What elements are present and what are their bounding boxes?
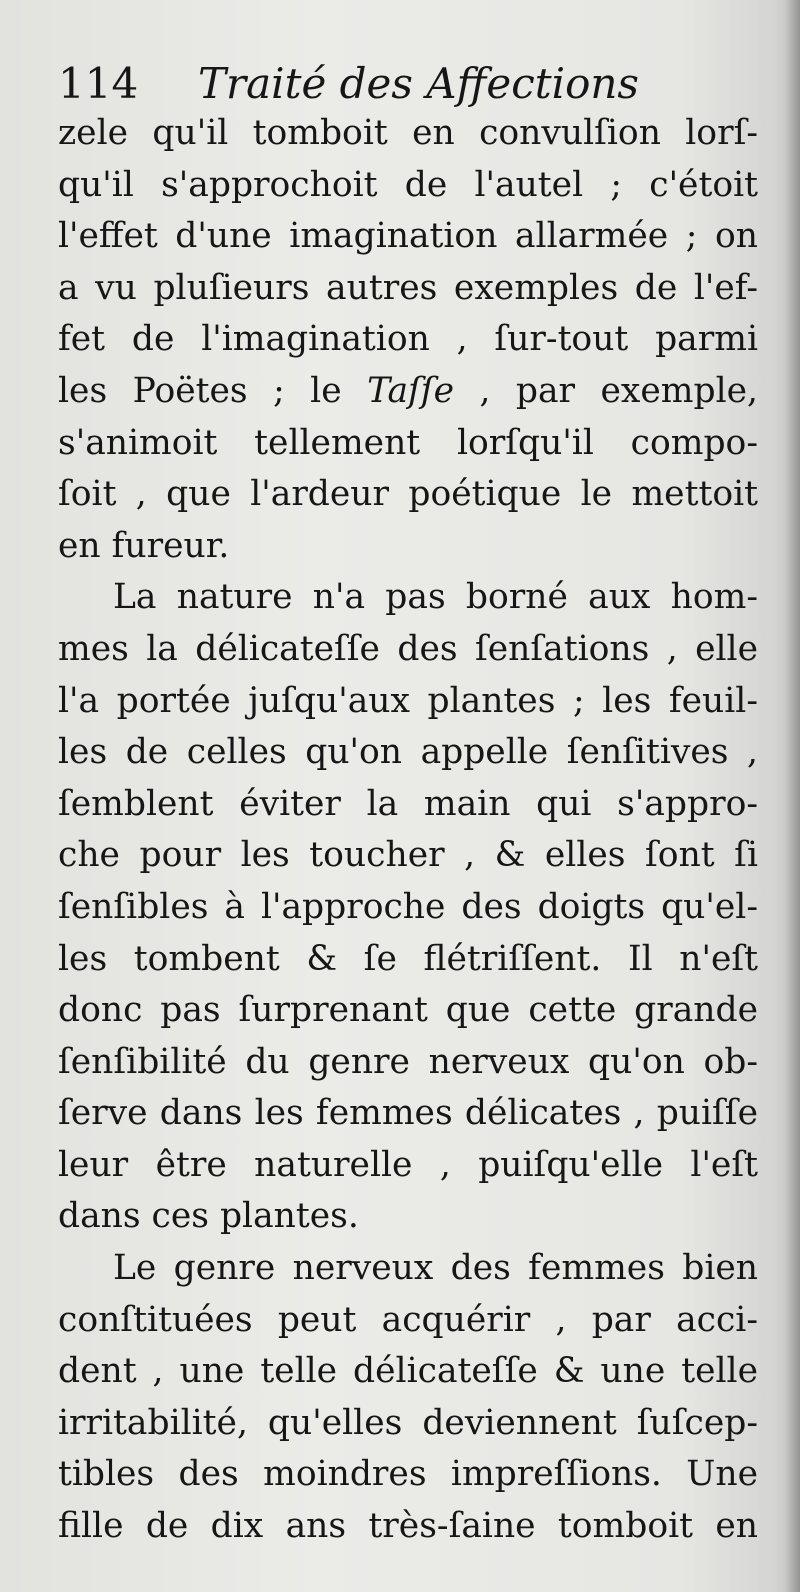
text-line: l'effet d'une imagination allarmée ; on — [58, 216, 758, 257]
text-line: les tombent & ſe flétriſſent. Il n'eſt — [58, 938, 758, 979]
text-line: ſenſibles à l'approche des doigts qu'el- — [58, 886, 758, 927]
text-line: dent , une telle délicateſſe & une telle — [58, 1351, 758, 1392]
text-line: mes la délicateſſe des ſenſations , elle — [58, 628, 758, 669]
text-line: irritabilité, qu'elles deviennent ſuſcep- — [58, 1402, 758, 1443]
text-line: qu'il s'approchoit de l'autel ; c'étoit — [58, 164, 758, 205]
text-line: conſtituées peut acquérir , par acci- — [58, 1299, 758, 1340]
text-line: les de celles qu'on appelle ſenſitives , — [58, 732, 758, 773]
text-line: l'a portée juſqu'aux plantes ; les feuil- — [58, 680, 758, 721]
text-line: a vu pluſieurs autres exemples de l'ef- — [58, 267, 758, 308]
text-fragment: les Poëtes ; le — [58, 370, 342, 411]
text-line: ſoit , que l'ardeur poétique le mettoit — [58, 474, 758, 515]
body-text — [58, 108, 758, 1553]
text-line: ſemblent éviter la main qui s'appro- — [58, 783, 758, 824]
text-line: zele qu'il tomboit en convulſion lorſ- — [58, 113, 758, 153]
text-line: che pour les toucher , & elles ſont ſi — [58, 835, 758, 876]
text-line: dans ces plantes. — [58, 1196, 359, 1237]
paragraph-start-line: La nature n'a pas borné aux hom- — [113, 577, 758, 618]
text-line: ſerve dans les femmes délicates , puiſſe — [58, 1093, 758, 1134]
running-title: Traité des Affections — [198, 59, 639, 108]
text-line: en fureur. — [58, 525, 230, 566]
text-fragment: , par exemple, — [479, 370, 759, 411]
paragraph-start-line: Le genre nerveux des femmes bien — [113, 1248, 758, 1289]
running-header — [58, 55, 758, 113]
text-line: donc pas ſurprenant que cette grande — [58, 990, 758, 1031]
page-edge-shadow — [786, 0, 800, 1592]
page-number: 114 — [58, 59, 139, 108]
text-line: fille de dix ans très-ſaine tomboit en — [58, 1506, 758, 1547]
text-line: s'animoit tellement lorſqu'il compo- — [58, 422, 758, 463]
text-line — [58, 366, 758, 418]
text-line: ſenſibilité du genre nerveux qu'on ob- — [58, 1041, 758, 1082]
italic-name: Taſſe — [367, 370, 454, 411]
text-line: tibles des moindres impreſſions. Une — [58, 1454, 758, 1495]
text-line: fet de l'imagination , ſur-tout parmi — [58, 319, 758, 360]
text-line: leur être naturelle , puiſqu'elle l'eſt — [58, 1144, 758, 1185]
